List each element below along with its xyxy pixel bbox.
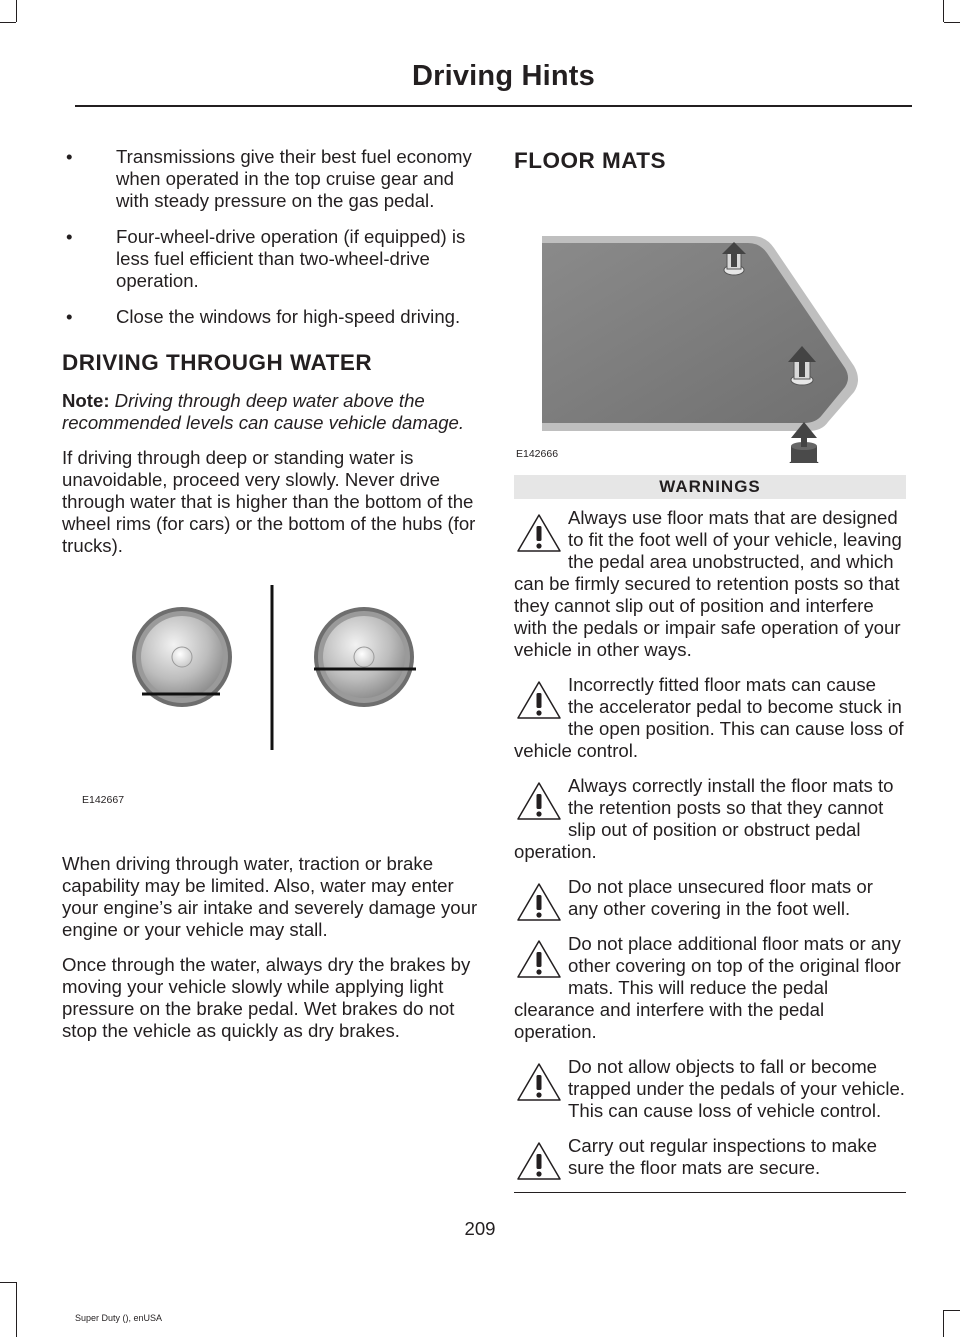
right-column: [514, 146, 906, 1193]
warning-item: [514, 933, 906, 1043]
crop-mark: [943, 0, 944, 22]
page-number: 209: [464, 1218, 496, 1239]
water-heading: DRIVING THROUGH WATER: [62, 350, 373, 375]
floor-mat-illustration: [512, 186, 904, 463]
header-rule: [75, 105, 912, 107]
warning-item: [514, 674, 906, 762]
warnings-title: WARNINGS: [514, 475, 906, 499]
list-item: • Close the windows for high-speed driving.: [62, 306, 478, 328]
warning-icon: [514, 678, 564, 722]
warning-text: Incorrectly fitted floor mats can cause the accelerator pedal to become stuck in the open position. This can cause loss of vehicle control.: [514, 674, 904, 761]
crop-mark: [16, 1282, 17, 1337]
warning-text: Always use floor mats that are designed to fit the foot well of your vehicle, leaving the pedal area unobstructed, and which can be firmly secured to retention posts so that they cannot slip out of position and interfere with the pedals or impair safe operation of your vehicle in other ways.: [514, 507, 902, 660]
crop-mark: [944, 22, 960, 23]
list-item: • Four-wheel-drive operation (if equipped) is less fuel efficient than two-wheel-drive operation.: [62, 226, 478, 292]
page-title: Driving Hints: [411, 60, 595, 92]
warning-item: [514, 1056, 906, 1122]
figure-id: E142667: [82, 794, 125, 806]
warning-icon: [514, 880, 564, 924]
warning-icon: [514, 511, 564, 555]
warnings-end-rule: [514, 1192, 906, 1193]
warning-item: [514, 876, 906, 920]
crop-mark: [0, 22, 16, 23]
car-wheel-icon: [132, 607, 232, 707]
water-paragraph-1: If driving through deep or standing water is unavoidable, proceed very slowly. Never drive through water that is higher than the bottom of the wheel rims (for cars) or the bottom of the hubs (for trucks).: [62, 447, 476, 556]
crop-mark: [0, 1282, 16, 1283]
warning-item: [514, 775, 906, 863]
note-text: Driving through deep water above the recommended levels can cause vehicle damage.: [62, 390, 465, 433]
list-item: • Transmissions give their best fuel economy when operated in the top cruise gear and with steady pressure on the gas pedal.: [62, 146, 478, 212]
warning-text: Do not place additional floor mats or any other covering on top of the original floor mats. This will reduce the pedal clearance and interfere with the pedal operation.: [514, 933, 901, 1042]
note-label: Note:: [62, 390, 110, 411]
crop-mark: [944, 1310, 960, 1311]
warning-item: [514, 1135, 906, 1179]
water-paragraph-2: When driving through water, traction or brake capability may be limited. Also, water may enter your engine’s air intake and severely damage your engine or your vehicle may stall.: [62, 853, 478, 940]
floor-mat-figure: [512, 186, 906, 463]
note-paragraph: [62, 390, 478, 434]
wheel-water-figure: [62, 570, 478, 845]
warning-item: [514, 507, 906, 661]
warning-text: Do not place unsecured floor mats or any other covering in the foot well.: [568, 876, 873, 919]
footer-text: Super Duty (), enUSA: [75, 1313, 163, 1323]
figure-id: E142666: [516, 448, 559, 460]
floor-mats-heading: FLOOR MATS: [514, 148, 667, 173]
warning-icon: [514, 937, 564, 981]
warning-icon: [514, 1060, 564, 1104]
warning-text: Carry out regular inspections to make sure the floor mats are secure.: [568, 1135, 878, 1178]
warning-icon: [514, 1139, 564, 1183]
wheel-water-illustration: [62, 570, 478, 820]
warning-text: Always correctly install the floor mats to the retention posts so that they cannot slip out of position or obstruct pedal operation.: [514, 775, 894, 862]
warning-icon: [514, 779, 564, 823]
crop-mark: [16, 0, 17, 22]
water-paragraph-3: Once through the water, always dry the brakes by moving your vehicle slowly while applying light pressure on the brake pedal. Wet brakes do not stop the vehicle as quickly as dry brakes.: [62, 954, 471, 1041]
warning-text: Do not allow objects to fall or become trapped under the pedals of your vehicle. This can cause loss of vehicle control.: [568, 1056, 905, 1121]
crop-mark: [943, 1310, 944, 1337]
left-column: [62, 146, 478, 1055]
truck-wheel-icon: [314, 607, 416, 707]
fuel-tips-list: [62, 146, 478, 328]
